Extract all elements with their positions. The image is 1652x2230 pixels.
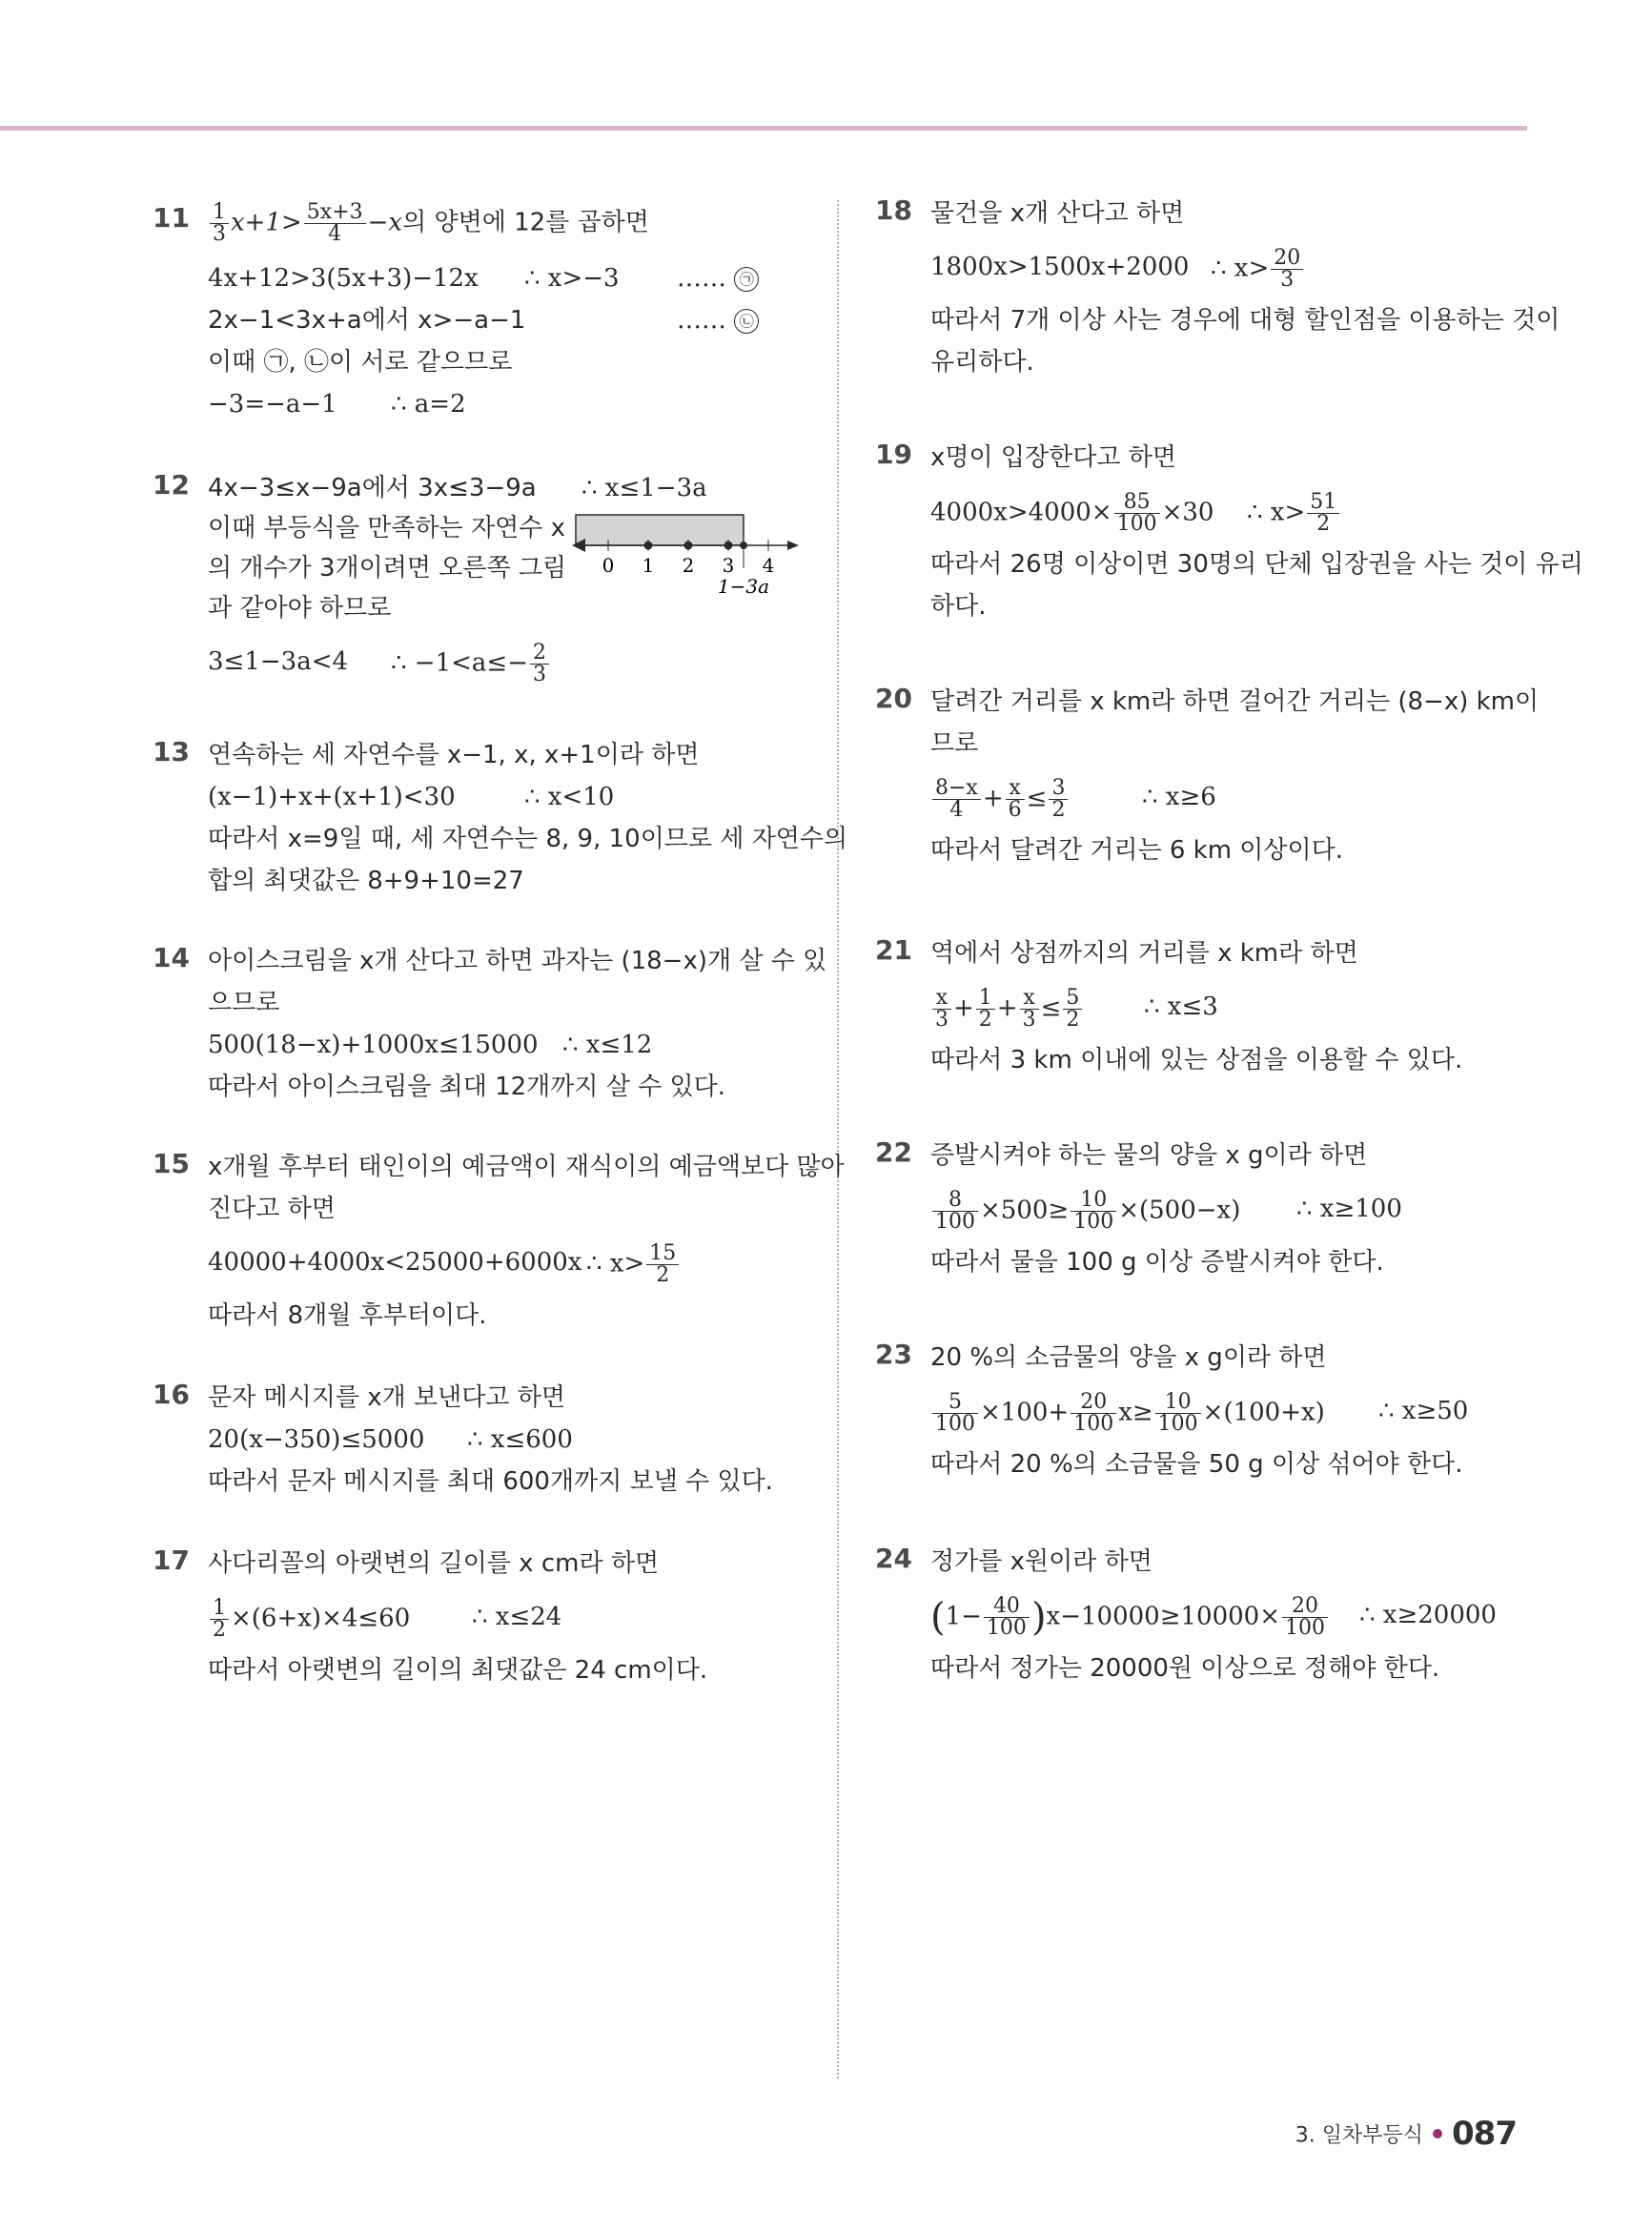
solution-line: 2x−1<3x+a에서 x>−a−1 <box>208 306 526 335</box>
solution-line: 정가를 x원이라 하면 <box>930 1547 1152 1576</box>
problem-number: 24 <box>875 1543 912 1574</box>
text: 의 양변에 12를 곱하면 <box>402 208 649 237</box>
solution-line: 따라서 아이스크림을 최대 12개까지 살 수 있다. <box>208 1073 726 1101</box>
fraction: $\frac{8}{100}$ <box>932 1190 978 1233</box>
fraction: $\frac{5}{100}$ <box>932 1392 978 1435</box>
solution-line: 4000x>4000× $\frac{85}{100}$ ×30 <box>930 490 1214 536</box>
conclusion: ∴ x≤3 <box>1144 992 1218 1021</box>
solution-line: 500(18−x)+1000x≤15000 <box>208 1031 539 1059</box>
circled-label: ㉡ <box>734 309 759 334</box>
conclusion: ∴ x> $\frac{15}{2}$ <box>586 1243 681 1286</box>
problem-number: 17 <box>153 1545 190 1576</box>
tick-label: 4 <box>762 554 775 577</box>
solution-line: 이때 ㉠, ㉡이 서로 같으므로 <box>208 348 513 377</box>
column-divider <box>837 200 839 2078</box>
conclusion: ∴ x≥50 <box>1378 1397 1469 1425</box>
conclusion: ∴ x≥100 <box>1296 1195 1402 1223</box>
conclusion: ∴ x≤600 <box>467 1425 573 1454</box>
conclusion: ∴ x≤12 <box>562 1031 653 1059</box>
solution-line: 의 개수가 3개이려면 오른쪽 그림 <box>208 554 567 583</box>
problem-number: 15 <box>153 1148 190 1179</box>
solution-line: (x−1)+x+(x+1)<30 <box>208 783 456 811</box>
tick-label: 0 <box>602 554 615 577</box>
solution-line: 따라서 정가는 20000원 이상으로 정해야 한다. <box>930 1654 1440 1683</box>
conclusion: ∴ x≥6 <box>1142 783 1216 811</box>
solution-line: 40000+4000x<25000+6000x <box>208 1248 582 1277</box>
solution-line: 역에서 상점까지의 거리를 x km라 하면 <box>930 939 1358 968</box>
fraction: $\frac{5}{2}$ <box>1063 988 1082 1031</box>
chapter-title: 3. 일차부등식 <box>1295 2123 1424 2148</box>
fraction: $\frac{10}{100}$ <box>1071 1190 1116 1233</box>
problem-number: 16 <box>153 1379 190 1410</box>
solution-line: 하다. <box>930 592 987 621</box>
conclusion: ∴ x≤24 <box>472 1603 562 1631</box>
problem-number: 23 <box>875 1339 912 1370</box>
fraction: $\frac{51}{2}$ <box>1307 492 1339 535</box>
fraction: $\frac{20}{100}$ <box>1282 1596 1328 1639</box>
fraction: $\frac{2}{3}$ <box>530 643 549 685</box>
conclusion: ∴ x≥20000 <box>1359 1601 1497 1629</box>
solution-line: 따라서 7개 이상 사는 경우에 대형 할인점을 이용하는 것이 <box>930 306 1560 335</box>
conclusion: ∴ x> $\frac{20}{3}$ <box>1211 248 1305 291</box>
solution-line: 달려간 거리를 x km라 하면 걸어간 거리는 (8−x) km이 <box>930 687 1540 716</box>
fraction: $\frac{10}{100}$ <box>1155 1392 1201 1435</box>
conclusion: ∴ −1<a≤− $\frac{2}{3}$ <box>391 643 551 685</box>
solution-line: 따라서 26명 이상이면 30명의 단체 입장권을 사는 것이 유리 <box>930 550 1583 579</box>
header-accent-bar <box>0 126 1527 131</box>
solution-line: 유리하다. <box>930 348 1034 377</box>
boundary-dot <box>740 542 747 549</box>
tick-label: 3 <box>722 554 735 577</box>
equation-tag: …… ㉡ <box>677 301 759 339</box>
conclusion: ∴ x>−3 <box>524 264 620 293</box>
fraction: $\frac{x}{6}$ <box>1006 778 1025 821</box>
solution-line: 사다리꼴의 아랫변의 길이를 x cm라 하면 <box>208 1549 660 1578</box>
fraction: $\frac{85}{100}$ <box>1114 492 1160 535</box>
page-number: 087 <box>1452 2115 1517 2153</box>
solution-line: $\frac{8}{100}$ ×500≥ $\frac{10}{100}$ ×(500−x) <box>930 1190 1240 1233</box>
solution-line: 4x−3≤x−9a에서 3x≤3−9a <box>208 474 537 502</box>
fraction: $\frac{x}{3}$ <box>932 988 951 1031</box>
problem-number: 22 <box>875 1136 912 1168</box>
dot <box>684 542 693 550</box>
bullet-icon <box>1433 2129 1442 2138</box>
fraction: $\frac{x}{3}$ <box>1020 988 1039 1031</box>
solution-line: 20(x−350)≤5000 <box>208 1425 425 1454</box>
math-expr: −x <box>367 208 403 237</box>
problem-number: 11 <box>153 202 190 234</box>
solution-line: x명이 입장한다고 하면 <box>930 443 1176 472</box>
solution-line: 따라서 아랫변의 길이의 최댓값은 24 cm이다. <box>208 1656 708 1685</box>
arrow-head-right <box>787 541 799 550</box>
fraction: $\frac{15}{2}$ <box>646 1243 679 1286</box>
problem-number: 13 <box>153 736 190 767</box>
fraction: $\frac{8-x}{4}$ <box>932 778 981 821</box>
solution-line: 따라서 x=9일 때, 세 자연수는 8, 9, 10이므로 세 자연수의 <box>208 825 848 853</box>
conclusion: ∴ x<10 <box>524 783 615 811</box>
conclusion: ∴ x≤1−3a <box>581 474 707 502</box>
solution-line: 따라서 물을 100 g 이상 증발시켜야 한다. <box>930 1248 1384 1277</box>
dot <box>644 542 653 550</box>
solution-line: 이때 부등식을 만족하는 자연수 x <box>208 514 565 542</box>
problem-number: 20 <box>875 683 912 714</box>
solution-line: 진다고 하면 <box>208 1195 336 1223</box>
solution-line: $\frac{5}{100}$ ×100+ $\frac{20}{100}$ x≥ $\frac{10}{100}$ ×(100+x) <box>930 1392 1325 1435</box>
solution-line: 따라서 8개월 후부터이다. <box>208 1301 487 1330</box>
fraction: $\frac{1}{2}$ <box>210 1598 229 1641</box>
fraction: $\frac{20}{3}$ <box>1271 248 1303 291</box>
solution-line: −3=−a−1 <box>208 390 337 419</box>
solution-line: 따라서 3 km 이내에 있는 상점을 이용할 수 있다. <box>930 1046 1463 1074</box>
solution-line: 합의 최댓값은 8+9+10=27 <box>208 867 524 895</box>
solution-line: 문자 메시지를 x개 보낸다고 하면 <box>208 1383 565 1412</box>
problem-number: 21 <box>875 934 912 966</box>
number-line-diagram <box>572 507 801 603</box>
solution-line: 3≤1−3a<4 <box>208 647 349 676</box>
solution-line <box>208 202 649 245</box>
solution-line: 따라서 달려간 거리는 6 km 이상이다. <box>930 836 1344 865</box>
solution-line: 므로 <box>930 729 979 758</box>
fraction: $\frac{40}{100}$ <box>984 1596 1030 1639</box>
solution-line: $\frac{8-x}{4}$ + $\frac{x}{6}$ ≤ $\frac{3}{2}$ <box>930 778 1070 821</box>
solution-line: $\frac{1}{2}$ ×(6+x)×4≤60 <box>208 1598 410 1641</box>
circled-label: ㉠ <box>734 267 759 292</box>
solution-line: 따라서 문자 메시지를 최대 600개까지 보낼 수 있다. <box>208 1467 773 1496</box>
page-footer <box>1295 2115 1517 2153</box>
fraction: $\frac{1}{2}$ <box>976 988 995 1031</box>
shaded-region <box>576 515 744 545</box>
equation-tag: …… ㉠ <box>677 259 759 297</box>
solution-line: 으므로 <box>208 989 280 1017</box>
boundary-label: 1−3a <box>717 575 770 598</box>
problem-number: 12 <box>153 469 190 501</box>
dot <box>724 542 733 550</box>
solution-line: 20 %의 소금물의 양을 x g이라 하면 <box>930 1343 1327 1372</box>
solution-line: x개월 후부터 태인이의 예금액이 재식이의 예금액보다 많아 <box>208 1153 845 1181</box>
fraction: $\frac{1}{3}$ <box>210 202 229 245</box>
solution-line: 아이스크림을 x개 산다고 하면 과자는 (18−x)개 살 수 있 <box>208 947 827 975</box>
solution-line: 물건을 x개 산다고 하면 <box>930 199 1185 228</box>
conclusion: ∴ a=2 <box>391 390 466 419</box>
solution-line: (1− $\frac{40}{100}$ )x−10000≥10000× $\frac{20}{100}$ <box>930 1596 1330 1639</box>
fraction: $\frac{3}{2}$ <box>1049 778 1068 821</box>
math-expr: x+1> <box>231 208 302 237</box>
fraction: $\frac{5x+3}{4}$ <box>304 202 366 245</box>
tick-label: 2 <box>682 554 695 577</box>
problem-number: 18 <box>875 194 912 226</box>
tick-label: 1 <box>642 554 655 577</box>
solution-line: 4x+12>3(5x+3)−12x <box>208 264 479 293</box>
problem-number: 14 <box>153 942 190 973</box>
solution-line: 연속하는 세 자연수를 x−1, x, x+1이라 하면 <box>208 741 700 769</box>
solution-line: $\frac{x}{3}$ + $\frac{1}{2}$ + $\frac{x}{3}$ ≤ $\frac{5}{2}$ <box>930 988 1084 1031</box>
fraction: $\frac{20}{100}$ <box>1071 1392 1116 1435</box>
solution-line: 과 같아야 하므로 <box>208 594 392 623</box>
solution-line: 1800x>1500x+2000 <box>930 253 1190 281</box>
solution-line: 증발시켜야 하는 물의 양을 x g이라 하면 <box>930 1141 1368 1170</box>
problem-number: 19 <box>875 439 912 470</box>
solution-line: 따라서 20 %의 소금물을 50 g 이상 섞어야 한다. <box>930 1450 1463 1479</box>
conclusion: ∴ x> $\frac{51}{2}$ <box>1247 492 1341 535</box>
